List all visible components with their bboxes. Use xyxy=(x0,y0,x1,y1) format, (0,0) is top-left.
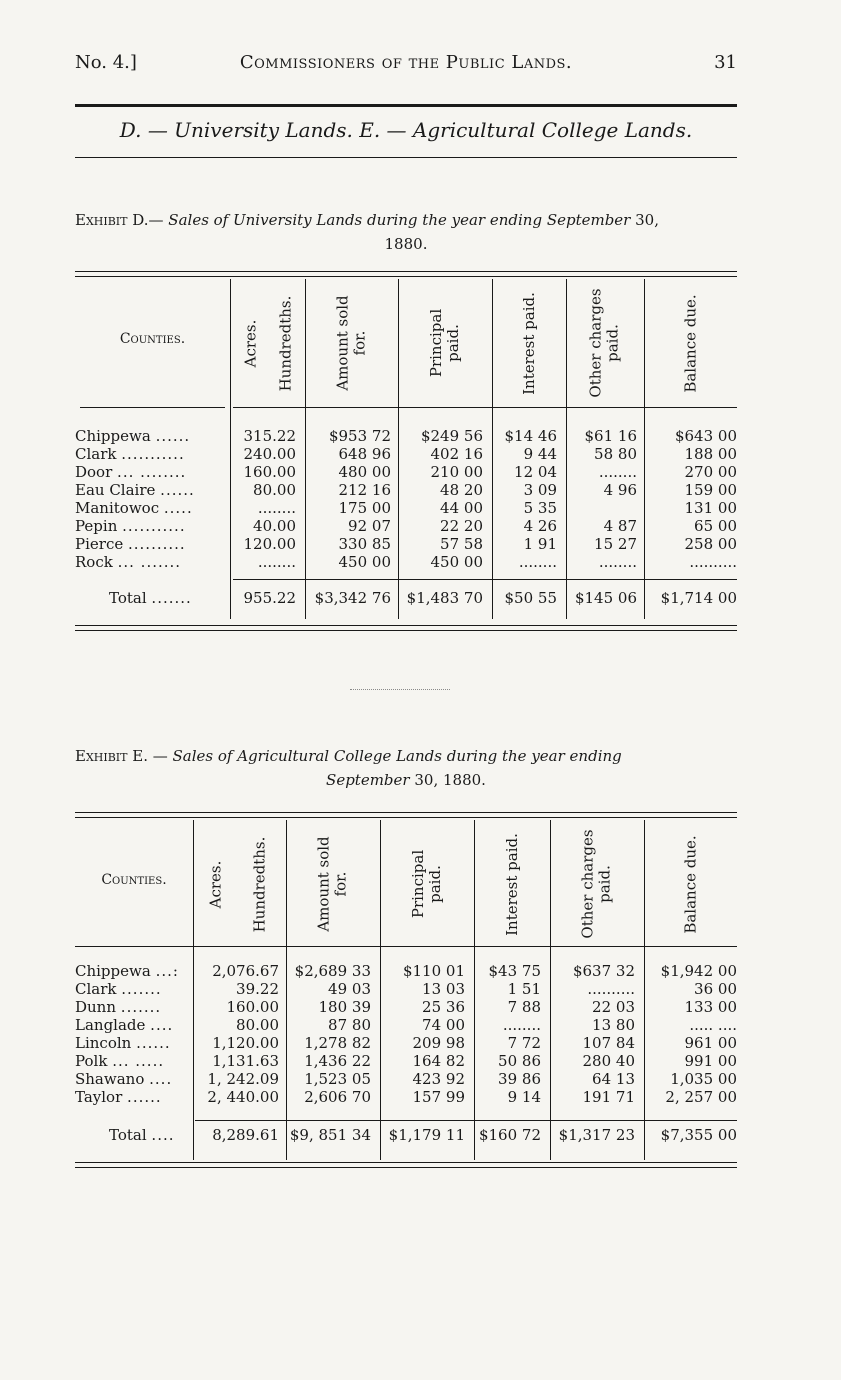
county-name: Dunn xyxy=(75,998,117,1016)
principal-cell: 423 92 xyxy=(412,1070,465,1088)
principal-cell: 157 99 xyxy=(412,1088,465,1106)
interest-cell: $43 75 xyxy=(488,962,541,980)
running-head xyxy=(75,52,737,78)
section-title: D. — University Lands. E. — Agricultural College Lands. xyxy=(119,118,693,142)
principal-cell: 164 82 xyxy=(412,1052,465,1070)
county-name: Clark xyxy=(75,980,117,998)
amount-cell: 480 00 xyxy=(338,463,391,481)
dot-leader: .... xyxy=(151,1126,175,1144)
county-cell xyxy=(75,427,230,445)
header-counties: Counties. xyxy=(119,331,186,347)
header-acres: Acres. xyxy=(241,319,260,367)
other-cell: 107 84 xyxy=(582,1034,635,1052)
header-principal: Principal paid. xyxy=(426,308,462,378)
other-cell: 191 71 xyxy=(582,1088,635,1106)
head-rule xyxy=(75,104,737,107)
interest-cell: 4 26 xyxy=(523,517,557,535)
principal-cell: $110 01 xyxy=(402,962,465,980)
total-balance-cell: $1,714 00 xyxy=(660,589,737,607)
interest-cell: 1 91 xyxy=(523,535,557,553)
table-row xyxy=(75,962,737,980)
interest-cell: 39 86 xyxy=(498,1070,541,1088)
acres-cell: ........ xyxy=(257,499,296,517)
amount-cell: 648 96 xyxy=(338,445,391,463)
county-name: Lincoln xyxy=(75,1034,132,1052)
county-cell xyxy=(75,1034,193,1052)
principal-cell: 57 58 xyxy=(440,535,483,553)
acres-cell: 39.22 xyxy=(236,980,279,998)
header-amount-sold: Amount sold for. xyxy=(315,836,350,932)
other-cell: 58 80 xyxy=(594,445,637,463)
header-other-charges: Other charges paid. xyxy=(587,288,622,398)
exhibit-e-caption-month: September xyxy=(326,771,410,789)
interest-cell: ........ xyxy=(502,1016,541,1034)
principal-cell: 210 00 xyxy=(430,463,483,481)
exhibit-e-caption-date: 30, 1880. xyxy=(414,771,486,789)
table-row xyxy=(75,535,737,553)
table-row xyxy=(75,1070,737,1088)
dot-leader: ........... xyxy=(121,445,185,463)
total-amount-cell: $3,342 76 xyxy=(314,589,391,607)
header-interest: Interest paid. xyxy=(519,291,538,395)
amount-cell: 175 00 xyxy=(338,499,391,517)
balance-cell: 1,035 00 xyxy=(670,1070,737,1088)
dot-leader: ....... xyxy=(121,980,162,998)
interest-cell: 5 35 xyxy=(523,499,557,517)
acres-cell: 120.00 xyxy=(243,535,296,553)
balance-cell: .......... xyxy=(689,553,737,571)
dot-leader: ...... xyxy=(127,1088,162,1106)
county-name: Clark xyxy=(75,445,117,463)
header-rule xyxy=(75,946,737,947)
total-principal-cell: $1,483 70 xyxy=(406,589,483,607)
county-cell xyxy=(75,481,230,499)
county-name: Rock xyxy=(75,553,113,571)
dot-leader: .... xyxy=(149,1070,173,1088)
county-cell xyxy=(75,517,230,535)
amount-cell: 49 03 xyxy=(328,980,371,998)
table-row xyxy=(75,499,737,517)
exhibit-d-caption xyxy=(75,208,737,256)
acres-cell: 80.00 xyxy=(253,481,296,499)
acres-cell: 2, 440.00 xyxy=(207,1088,279,1106)
interest-cell: 7 88 xyxy=(507,998,541,1016)
interest-cell: 1 51 xyxy=(507,980,541,998)
balance-cell: 991 00 xyxy=(684,1052,737,1070)
header-other-charges: Other charges paid. xyxy=(579,829,614,939)
exhibit-e-caption-text: Sales of Agricultural College Lands during the year ending xyxy=(172,747,622,765)
other-cell: 64 13 xyxy=(592,1070,635,1088)
other-cell: $61 16 xyxy=(584,427,637,445)
issue-number: No. 4.] xyxy=(75,52,137,73)
exhibit-d-caption-text: Sales of University Lands during the year ending September xyxy=(168,211,631,229)
running-title: Commissioners of the Public Lands. xyxy=(239,52,573,73)
header-principal: Principal paid. xyxy=(408,849,444,919)
amount-cell: 1,523 05 xyxy=(304,1070,371,1088)
acres-cell: 1,131.63 xyxy=(212,1052,279,1070)
amount-cell: $2,689 33 xyxy=(294,962,371,980)
acres-cell: 40.00 xyxy=(253,517,296,535)
table-row xyxy=(75,517,737,535)
table-row xyxy=(75,998,737,1016)
total-row xyxy=(75,589,737,607)
exhibit-e-caption xyxy=(75,744,737,792)
table-bottom-rule xyxy=(75,625,737,631)
dot-leader: .... xyxy=(150,1016,174,1034)
total-other-cell: $145 06 xyxy=(574,589,637,607)
county-name: Pierce xyxy=(75,535,124,553)
amount-cell: 212 16 xyxy=(338,481,391,499)
total-label: Total xyxy=(109,589,147,607)
table-bottom-rule xyxy=(75,1162,737,1168)
acres-cell: 240.00 xyxy=(243,445,296,463)
county-cell xyxy=(75,463,230,481)
county-name: Langlade xyxy=(75,1016,146,1034)
amount-cell: 330 85 xyxy=(338,535,391,553)
county-cell xyxy=(75,535,230,553)
acres-cell: 1, 242.09 xyxy=(207,1070,279,1088)
balance-cell: 2, 257 00 xyxy=(665,1088,737,1106)
table-row xyxy=(75,427,737,445)
interest-cell: ........ xyxy=(518,553,557,571)
amount-cell: 450 00 xyxy=(338,553,391,571)
county-cell xyxy=(75,1070,193,1088)
header-rule xyxy=(80,407,225,408)
table-top-rule xyxy=(75,812,737,818)
table-row xyxy=(75,1088,737,1106)
county-name: Shawano xyxy=(75,1070,145,1088)
table-row xyxy=(75,980,737,998)
total-row xyxy=(75,1126,737,1144)
exhibit-d-label: Exhibit D.— xyxy=(75,211,164,229)
dot-leader: ..... xyxy=(163,499,193,517)
dot-leader: ...... xyxy=(160,481,195,499)
balance-cell: ..... .... xyxy=(689,1016,737,1034)
county-cell xyxy=(75,1016,193,1034)
total-rule xyxy=(233,579,737,580)
dot-leader: ...... xyxy=(155,427,191,445)
page-number: 31 xyxy=(714,52,737,73)
county-cell xyxy=(75,962,193,980)
total-balance-cell: $7,355 00 xyxy=(660,1126,737,1144)
exhibit-d-table xyxy=(75,271,737,635)
table-row xyxy=(75,445,737,463)
balance-cell: 159 00 xyxy=(684,481,737,499)
exhibit-d-caption-year: 1880. xyxy=(384,235,428,253)
amount-cell: 1,278 82 xyxy=(304,1034,371,1052)
amount-cell: $953 72 xyxy=(328,427,391,445)
total-other-cell: $1,317 23 xyxy=(558,1126,635,1144)
principal-cell: 13 03 xyxy=(422,980,465,998)
table-row xyxy=(75,1034,737,1052)
dot-leader: ....... xyxy=(120,998,162,1016)
county-name: Pepin xyxy=(75,517,118,535)
other-cell: 13 80 xyxy=(592,1016,635,1034)
exhibit-d-caption-num: 30, xyxy=(635,211,659,229)
interest-cell: 9 44 xyxy=(523,445,557,463)
amount-cell: 87 80 xyxy=(328,1016,371,1034)
dot-leader: ...... xyxy=(136,1034,171,1052)
county-cell xyxy=(75,445,230,463)
balance-cell: 188 00 xyxy=(684,445,737,463)
balance-cell: 36 00 xyxy=(694,980,737,998)
table-row xyxy=(75,553,737,571)
interest-cell: $14 46 xyxy=(504,427,557,445)
other-cell xyxy=(567,499,637,517)
principal-cell: 402 16 xyxy=(430,445,483,463)
table-row xyxy=(75,1016,737,1034)
county-name: Eau Claire xyxy=(75,481,156,499)
principal-cell: 450 00 xyxy=(430,553,483,571)
other-cell: 22 03 xyxy=(592,998,635,1016)
other-cell: ........ xyxy=(598,553,637,571)
county-name: Polk xyxy=(75,1052,108,1070)
balance-cell: 131 00 xyxy=(684,499,737,517)
dot-leader: ....... xyxy=(151,589,192,607)
dot-leader: ........... xyxy=(122,517,186,535)
acres-cell: 315.22 xyxy=(243,427,296,445)
principal-cell: 74 00 xyxy=(422,1016,465,1034)
dot-leader: ... ....... xyxy=(117,553,182,571)
table-top-rule xyxy=(75,271,737,277)
header-balance: Balance due. xyxy=(681,834,700,934)
amount-cell: 2,606 70 xyxy=(304,1088,371,1106)
principal-cell: 25 36 xyxy=(422,998,465,1016)
county-cell xyxy=(75,499,230,517)
acres-cell: 80.00 xyxy=(236,1016,279,1034)
header-hundredths: Hundredths. xyxy=(250,836,269,932)
interest-cell: 12 04 xyxy=(514,463,557,481)
interest-cell: 9 14 xyxy=(507,1088,541,1106)
county-cell xyxy=(75,998,193,1016)
balance-cell: 258 00 xyxy=(684,535,737,553)
total-label: Total xyxy=(109,1126,147,1144)
table-row xyxy=(75,481,737,499)
county-cell xyxy=(75,1088,193,1106)
total-acres-cell: 8,289.61 xyxy=(212,1126,279,1144)
balance-cell: 65 00 xyxy=(694,517,737,535)
dot-leader: ... ..... xyxy=(112,1052,165,1070)
balance-cell: $1,942 00 xyxy=(660,962,737,980)
dot-leader: ...: xyxy=(155,962,179,980)
county-name: Chippewa xyxy=(75,962,151,980)
interest-cell: 3 09 xyxy=(523,481,557,499)
other-cell: 15 27 xyxy=(594,535,637,553)
other-cell: 280 40 xyxy=(582,1052,635,1070)
balance-cell: 133 00 xyxy=(684,998,737,1016)
other-cell: $637 32 xyxy=(572,962,635,980)
county-name: Taylor xyxy=(75,1088,123,1106)
total-interest-cell: $50 55 xyxy=(504,589,557,607)
header-balance: Balance due. xyxy=(681,293,700,393)
amount-cell: 92 07 xyxy=(348,517,391,535)
header-counties: Counties. xyxy=(101,872,167,888)
acres-cell: 2,076.67 xyxy=(212,962,279,980)
balance-cell: $643 00 xyxy=(674,427,737,445)
total-rule xyxy=(195,1120,737,1121)
interest-cell: 50 86 xyxy=(498,1052,541,1070)
principal-cell: 22 20 xyxy=(440,517,483,535)
acres-cell: 160.00 xyxy=(226,998,279,1016)
header-interest: Interest paid. xyxy=(502,832,521,936)
table-row xyxy=(75,1052,737,1070)
county-name: Manitowoc xyxy=(75,499,160,517)
county-cell xyxy=(75,980,193,998)
total-interest-cell: $160 72 xyxy=(478,1126,541,1144)
principal-cell: 209 98 xyxy=(412,1034,465,1052)
interest-cell: 7 72 xyxy=(507,1034,541,1052)
acres-cell: ........ xyxy=(257,553,296,571)
county-cell xyxy=(75,1052,193,1070)
dot-leader: .......... xyxy=(128,535,186,553)
exhibit-e-table xyxy=(75,812,737,1176)
principal-cell: $249 56 xyxy=(420,427,483,445)
table-row xyxy=(75,463,737,481)
total-amount-cell: $9, 851 34 xyxy=(289,1126,371,1144)
header-hundredths: Hundredths. xyxy=(276,295,295,391)
acres-cell: 1,120.00 xyxy=(212,1034,279,1052)
dot-leader: ... ........ xyxy=(117,463,187,481)
header-acres: Acres. xyxy=(206,860,225,908)
balance-cell: 961 00 xyxy=(684,1034,737,1052)
other-cell: ........ xyxy=(598,463,637,481)
county-cell xyxy=(75,553,230,571)
principal-cell: 44 00 xyxy=(440,499,483,517)
title-rule xyxy=(75,157,737,158)
total-principal-cell: $1,179 11 xyxy=(388,1126,465,1144)
header-rule xyxy=(233,407,737,408)
balance-cell: 270 00 xyxy=(684,463,737,481)
principal-cell: 48 20 xyxy=(440,481,483,499)
separator-dash xyxy=(350,689,450,690)
county-name: Chippewa xyxy=(75,427,151,445)
other-cell: .......... xyxy=(587,980,635,998)
total-acres-cell: 955.22 xyxy=(243,589,296,607)
other-cell: 4 87 xyxy=(603,517,637,535)
exhibit-e-label: Exhibit E. — xyxy=(75,747,168,765)
county-name: Door xyxy=(75,463,113,481)
amount-cell: 1,436 22 xyxy=(304,1052,371,1070)
acres-cell: 160.00 xyxy=(243,463,296,481)
amount-cell: 180 39 xyxy=(318,998,371,1016)
header-amount-sold: Amount sold for. xyxy=(334,295,369,391)
other-cell: 4 96 xyxy=(603,481,637,499)
